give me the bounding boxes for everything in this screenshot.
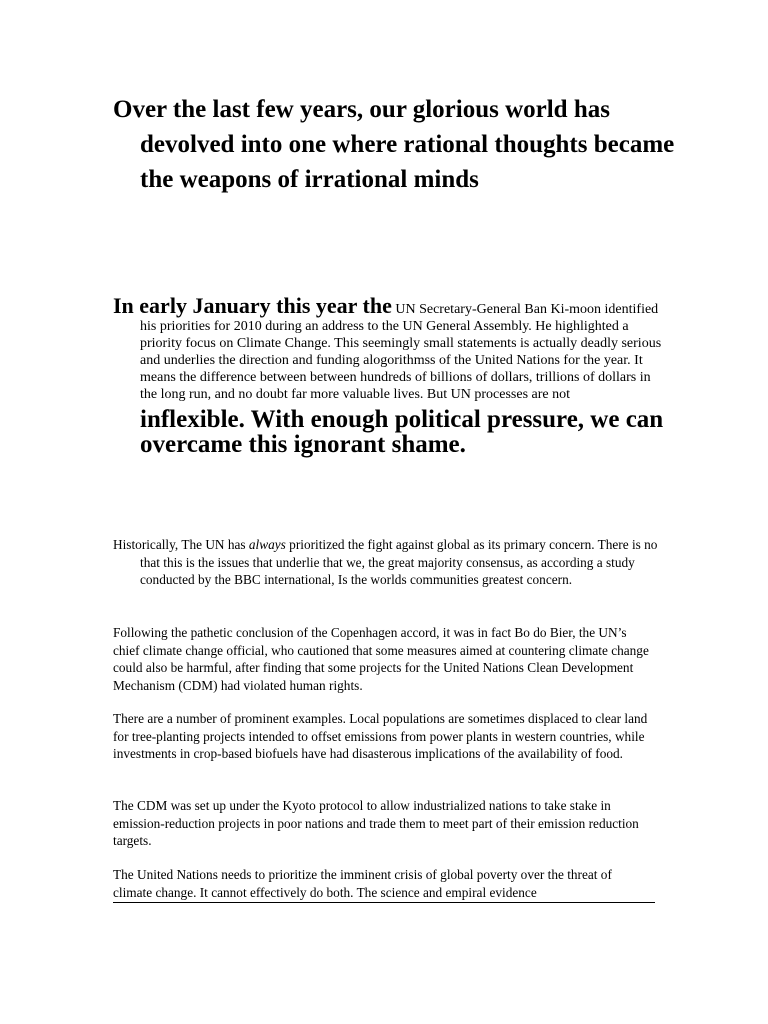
lead-body: UN Secretary-General Ban Ki-moon identified his priorities for 2010 during an address to the UN General Assembly. He highlighted a priority focus on Climate Change. This seemingly small statements is actually deadly serious and underlies the direction and funding alogorithmss of the United Nations for the year. It means the difference between between hundreds of billions of dollars, trillions of dollars in the long run, and no doubt far more valuable lives. But UN processes are not	[140, 302, 662, 402]
lead-closing: With enough political pressure, we can overcame this ignorant shame.	[140, 406, 664, 458]
historically-paragraph	[113, 536, 670, 589]
paragraph-copenhagen: Following the pathetic conclusion of the Copenhagen accord, it was in fact Bo do Bier, the UN’s chief climate change official, who cautioned that some measures aimed at countering climate change could also be harmful, after finding that some projects for the United Nations Clean Development Mechanism (CDM) had violated human rights.	[113, 625, 649, 693]
lead-heading: In early January this year the	[113, 293, 392, 318]
paragraph-poverty: The United Nations needs to prioritize the imminent crisis of global poverty over the threat of climate change. It cannot effectively do both. The science and empiral evidence	[113, 867, 612, 900]
lead-emphasis: inflexible.	[140, 406, 245, 433]
historically-before: Historically, The UN has	[113, 537, 249, 552]
historically-italic: always	[248, 537, 286, 552]
page-bottom-rule	[113, 902, 655, 903]
document-title: Over the last few years, our glorious world has devolved into one where rational thoughts became the weapons of irrational minds	[113, 96, 675, 193]
lead-paragraph	[113, 293, 665, 458]
paragraph-cdm: The CDM was set up under the Kyoto protocol to allow industrialized nations to take stake in emission-reduction projects in poor nations and trade them to meet part of their emission reduction targets.	[113, 798, 639, 848]
historically-after: prioritized the fight against global as its primary concern. There is no that this is the issues that underlie that we, the great majority consensus, as according a study conducted by the BBC international, Is the worlds communities greatest concern.	[140, 537, 658, 587]
paragraph-examples: There are a number of prominent examples. Local populations are sometimes displaced to clear land for tree-planting projects intended to offset emissions from power plants in western countries, while investments in crop-based biofuels have had disasterous implications of the availability of food.	[113, 711, 648, 761]
